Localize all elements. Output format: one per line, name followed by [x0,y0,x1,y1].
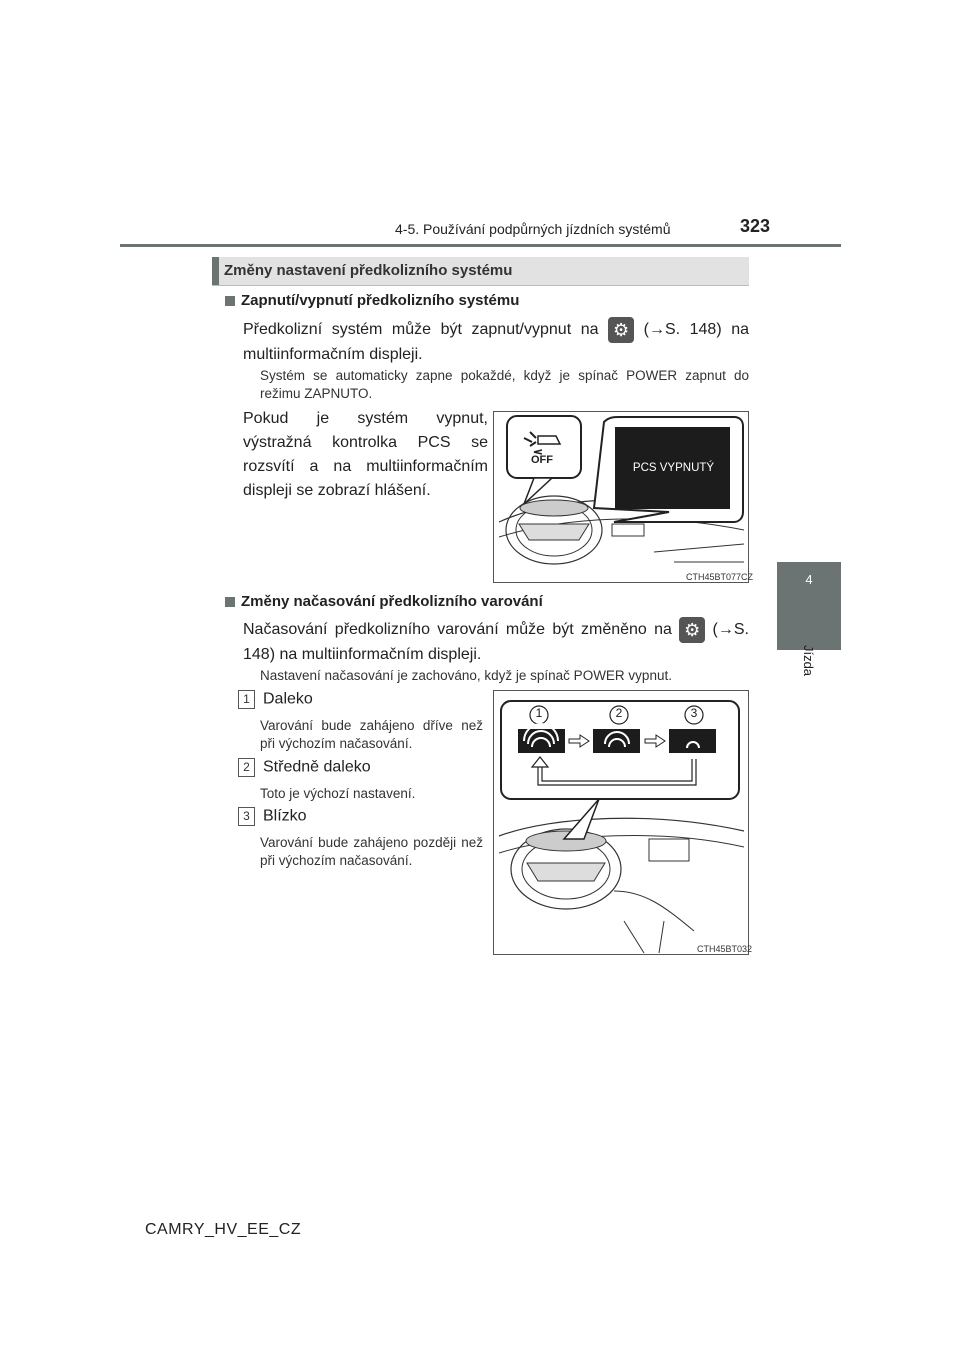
square-bullet-icon [225,597,235,607]
chapter-tab-label: Jízda [801,644,817,676]
item-label: Blízko [263,807,307,825]
paragraph-part-a: Načasování předkolizního varování může být změněno na [243,621,672,639]
chapter-tab-label-wrap [796,630,822,690]
list-item [238,758,483,803]
subheading-timing [225,593,543,610]
dashboard-illustration [494,412,748,582]
paragraph-part-b: (→S. 148) na multiinformačním displeji. [243,321,750,363]
item-label: Daleko [263,690,313,708]
list-item [238,807,483,870]
paragraph-timing [243,617,749,667]
item-description: Varování bude zahájeno dříve než při výchozím načasování. [260,718,483,751]
subheading-text: Změny načasování předkolizního varování [241,593,543,610]
header-section-title: 4-5. Používání podpůrných jízdních systémů [395,221,671,237]
footer-model-code: CAMRY_HV_EE_CZ [145,1221,302,1238]
figure-pcs-off [493,411,754,583]
header-rule [120,244,841,247]
item-description: Toto je výchozí nastavení. [260,786,416,801]
chapter-tab-number: 4 [805,572,813,587]
subheading-text: Zapnutí/vypnutí předkolizního systému [241,292,520,309]
display-message: PCS VYPNUTÝ [632,462,715,474]
item-description: Varování bude zahájeno později než při výchozím načasování. [260,835,483,868]
section-divider [212,285,749,286]
figure-code: CTH45BT032 [697,944,753,954]
paragraph-pcs-off: Pokud je systém vypnut, výstražná kontrolka PCS se rozsvítí a na multiinformačním displeji se zobrazí hlášení. [243,410,488,499]
section-title: Změny nastavení předkolizního systému [224,262,513,279]
settings-icon [679,617,705,643]
settings-icon [608,317,634,343]
paragraph-on-off [243,317,749,367]
note-auto-on: Systém se automaticky zapne pokaždé, když je spínač POWER zapnut do režimu ZAPNUTO. [260,368,749,401]
page-number: 323 [740,216,771,236]
indicator-off-label: OFF [531,454,553,466]
subheading-on-off [225,292,519,309]
item-number: 1 [238,690,255,709]
note-timing-retained: Nastavení načasování je zachováno, když je spínač POWER vypnut. [260,668,672,683]
item-number: 2 [238,758,255,777]
timing-cycle-illustration [494,691,748,954]
figure-code: CTH45BT077CZ [686,572,754,582]
figure-timing-cycle [493,690,753,955]
list-item [238,690,483,753]
paragraph-part-a: Předkolizní systém může být zapnut/vypnut na [243,321,599,339]
step-label: 3 [690,706,698,720]
paragraph-part-b: (→S. 148) na multiinformačním displeji. [243,621,749,663]
step-label: 2 [615,706,623,720]
square-bullet-icon [225,296,235,306]
step-label: 1 [535,706,543,720]
item-number: 3 [238,807,255,826]
item-label: Středně daleko [263,758,371,776]
